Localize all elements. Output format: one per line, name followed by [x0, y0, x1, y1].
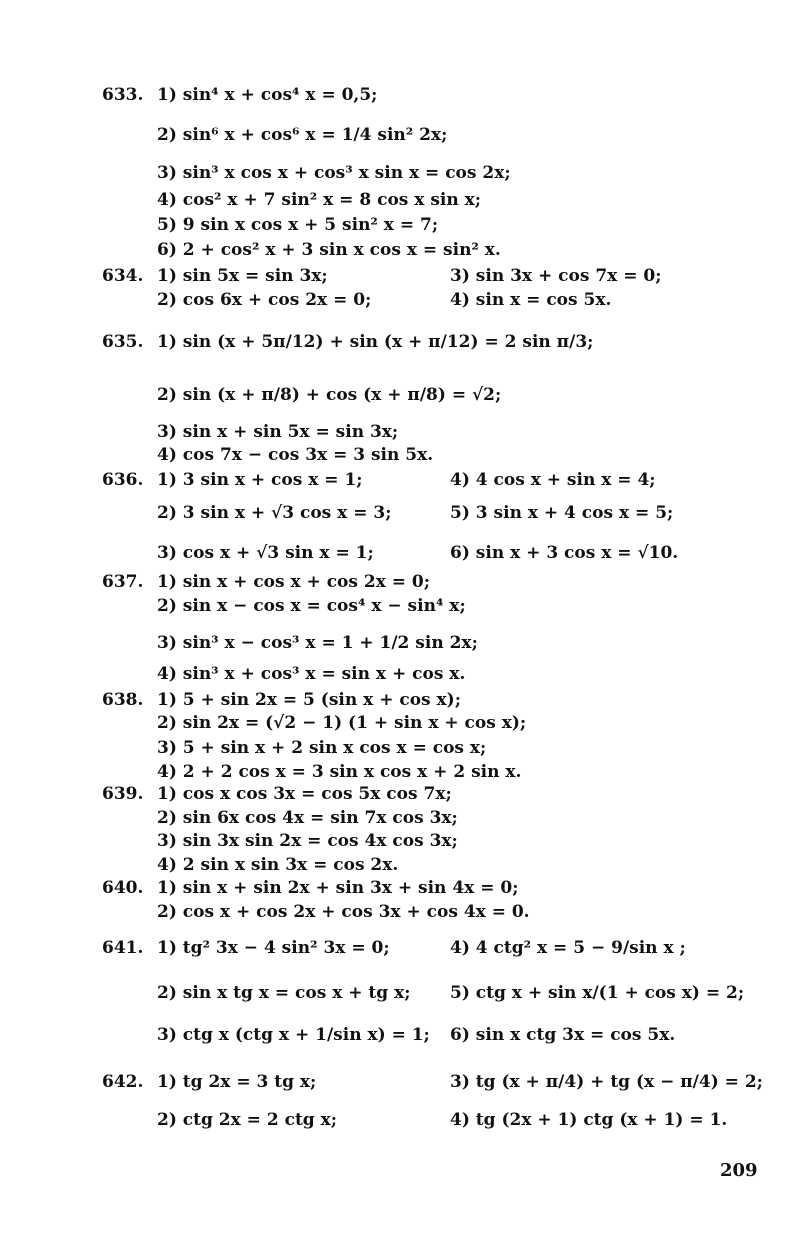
equation-left: 3) 5 + sin x + 2 sin x cos x = cos x;	[157, 738, 487, 758]
exercise-number: 634.	[102, 266, 144, 286]
equation-left: 2) cos x + cos 2x + cos 3x + cos 4x = 0.	[157, 902, 530, 922]
equation-left: 2) sin (x + π/8) + cos (x + π/8) = √2;	[157, 385, 502, 405]
equation-left: 2) 3 sin x + √3 cos x = 3;	[157, 503, 392, 523]
equation-left: 2) sin x tg x = cos x + tg x;	[157, 983, 411, 1003]
exercise-number: 640.	[102, 878, 144, 898]
equation-left: 4) 2 sin x sin 3x = cos 2x.	[157, 855, 399, 875]
equation-left: 1) cos x cos 3x = cos 5x cos 7x;	[157, 784, 452, 804]
equation-left: 1) 3 sin x + cos x = 1;	[157, 470, 363, 490]
equation-left: 2) sin⁶ x + cos⁶ x = 1/4 sin² 2x;	[157, 125, 448, 145]
equation-right: 4) sin x = cos 5x.	[450, 290, 612, 310]
equation-left: 2) cos 6x + cos 2x = 0;	[157, 290, 372, 310]
equation-right: 5) ctg x + sin x/(1 + cos x) = 2;	[450, 983, 745, 1003]
equation-left: 1) sin⁴ x + cos⁴ x = 0,5;	[157, 85, 378, 105]
page-number: 209	[720, 1160, 758, 1181]
equation-left: 3) sin 3x sin 2x = cos 4x cos 3x;	[157, 831, 458, 851]
equation-left: 2) sin 6x cos 4x = sin 7x cos 3x;	[157, 808, 458, 828]
equation-right: 6) sin x ctg 3x = cos 5x.	[450, 1025, 676, 1045]
equation-left: 1) sin (x + 5π/12) + sin (x + π/12) = 2 sin π/3;	[157, 332, 594, 352]
equation-left: 3) sin³ x − cos³ x = 1 + 1/2 sin 2x;	[157, 633, 478, 653]
equation-left: 1) tg 2x = 3 tg x;	[157, 1072, 317, 1092]
equation-left: 2) ctg 2x = 2 ctg x;	[157, 1110, 338, 1130]
equation-left: 5) 9 sin x cos x + 5 sin² x = 7;	[157, 215, 439, 235]
equation-left: 6) 2 + cos² x + 3 sin x cos x = sin² x.	[157, 240, 501, 260]
equation-left: 2) sin 2x = (√2 − 1) (1 + sin x + cos x);	[157, 713, 527, 733]
equation-left: 1) sin 5x = sin 3x;	[157, 266, 328, 286]
exercise-number: 641.	[102, 938, 144, 958]
equation-right: 5) 3 sin x + 4 cos x = 5;	[450, 503, 674, 523]
equation-left: 4) cos 7x − cos 3x = 3 sin 5x.	[157, 445, 434, 465]
equation-left: 1) tg² 3x − 4 sin² 3x = 0;	[157, 938, 390, 958]
exercise-number: 635.	[102, 332, 144, 352]
equation-right: 4) tg (2x + 1) ctg (x + 1) = 1.	[450, 1110, 728, 1130]
equation-left: 3) sin x + sin 5x = sin 3x;	[157, 422, 399, 442]
equation-left: 2) sin x − cos x = cos⁴ x − sin⁴ x;	[157, 596, 466, 616]
equation-left: 3) ctg x (ctg x + 1/sin x) = 1;	[157, 1025, 430, 1045]
equation-left: 4) 2 + 2 cos x = 3 sin x cos x + 2 sin x.	[157, 762, 522, 782]
equation-right: 6) sin x + 3 cos x = √10.	[450, 543, 679, 563]
equation-right: 4) 4 ctg² x = 5 − 9/sin x ;	[450, 938, 686, 958]
equation-right: 3) sin 3x + cos 7x = 0;	[450, 266, 662, 286]
exercise-number: 638.	[102, 690, 144, 710]
exercise-number: 637.	[102, 572, 144, 592]
equation-right: 4) 4 cos x + sin x = 4;	[450, 470, 656, 490]
exercise-number: 636.	[102, 470, 144, 490]
equation-left: 4) cos² x + 7 sin² x = 8 cos x sin x;	[157, 190, 482, 210]
exercise-number: 642.	[102, 1072, 144, 1092]
equation-left: 1) sin x + cos x + cos 2x = 0;	[157, 572, 431, 592]
exercise-number: 639.	[102, 784, 144, 804]
exercise-number: 633.	[102, 85, 144, 105]
equation-right: 3) tg (x + π/4) + tg (x − π/4) = 2;	[450, 1072, 763, 1092]
equation-left: 1) sin x + sin 2x + sin 3x + sin 4x = 0;	[157, 878, 519, 898]
equation-left: 4) sin³ x + cos³ x = sin x + cos x.	[157, 664, 466, 684]
equation-left: 3) cos x + √3 sin x = 1;	[157, 543, 374, 563]
equation-left: 1) 5 + sin 2x = 5 (sin x + cos x);	[157, 690, 461, 710]
equation-left: 3) sin³ x cos x + cos³ x sin x = cos 2x;	[157, 163, 511, 183]
